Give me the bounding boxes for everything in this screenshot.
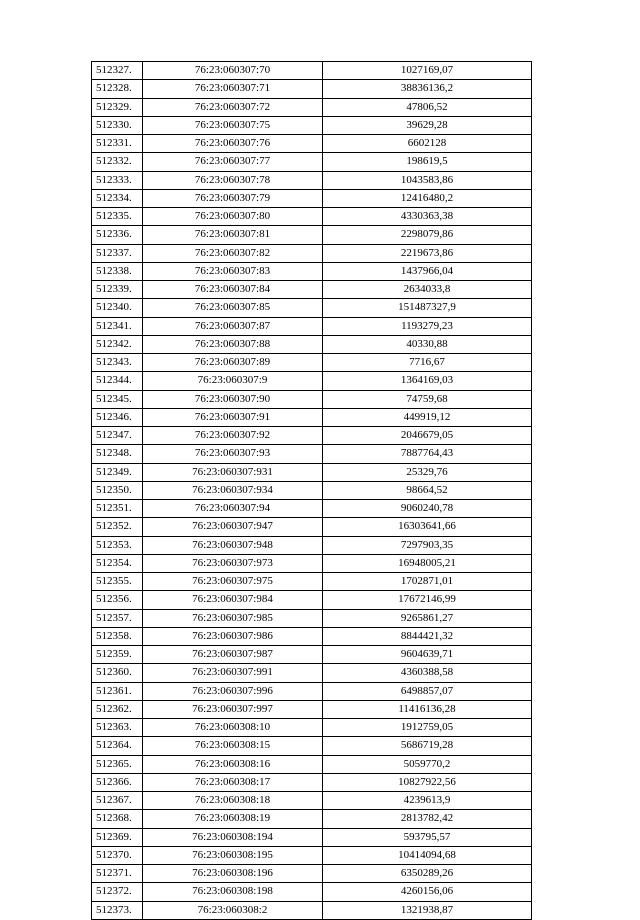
row-number-cell: 512346. xyxy=(92,408,143,426)
table-row xyxy=(92,846,532,864)
cadastral-number-cell: 76:23:060307:986 xyxy=(143,627,323,645)
value-cell: 25329,76 xyxy=(323,463,532,481)
cadastral-number-cell: 76:23:060307:70 xyxy=(143,62,323,80)
table-row xyxy=(92,135,532,153)
value-cell: 17672146,99 xyxy=(323,591,532,609)
row-number-cell: 512348. xyxy=(92,445,143,463)
value-cell: 1364169,03 xyxy=(323,372,532,390)
table-row xyxy=(92,116,532,134)
value-cell: 198619,5 xyxy=(323,153,532,171)
row-number-cell: 512336. xyxy=(92,226,143,244)
row-number-cell: 512357. xyxy=(92,609,143,627)
table-row xyxy=(92,62,532,80)
table-row xyxy=(92,445,532,463)
value-cell: 4360388,58 xyxy=(323,664,532,682)
value-cell: 38836136,2 xyxy=(323,80,532,98)
row-number-cell: 512335. xyxy=(92,208,143,226)
cadastral-number-cell: 76:23:060307:948 xyxy=(143,536,323,554)
cadastral-number-cell: 76:23:060307:75 xyxy=(143,116,323,134)
table-row xyxy=(92,299,532,317)
value-cell: 2298079,86 xyxy=(323,226,532,244)
row-number-cell: 512366. xyxy=(92,773,143,791)
value-cell: 16948005,21 xyxy=(323,554,532,572)
table-row xyxy=(92,262,532,280)
row-number-cell: 512350. xyxy=(92,481,143,499)
table-row xyxy=(92,609,532,627)
table-row xyxy=(92,408,532,426)
value-cell: 16303641,66 xyxy=(323,518,532,536)
table-row xyxy=(92,536,532,554)
value-cell: 4330363,38 xyxy=(323,208,532,226)
cadastral-number-cell: 76:23:060307:985 xyxy=(143,609,323,627)
value-cell: 10414094,68 xyxy=(323,846,532,864)
cadastral-number-cell: 76:23:060307:991 xyxy=(143,664,323,682)
row-number-cell: 512339. xyxy=(92,281,143,299)
value-cell: 7297903,35 xyxy=(323,536,532,554)
table-row xyxy=(92,500,532,518)
value-cell: 8844421,32 xyxy=(323,627,532,645)
table-row xyxy=(92,354,532,372)
table-row xyxy=(92,737,532,755)
row-number-cell: 512340. xyxy=(92,299,143,317)
cadastral-number-cell: 76:23:060307:931 xyxy=(143,463,323,481)
cadastral-number-cell: 76:23:060307:984 xyxy=(143,591,323,609)
row-number-cell: 512360. xyxy=(92,664,143,682)
table-row xyxy=(92,883,532,901)
row-number-cell: 512373. xyxy=(92,901,143,919)
cadastral-number-cell: 76:23:060307:78 xyxy=(143,171,323,189)
cadastral-number-cell: 76:23:060307:89 xyxy=(143,354,323,372)
cadastral-number-cell: 76:23:060307:76 xyxy=(143,135,323,153)
table-row xyxy=(92,700,532,718)
value-cell: 6498857,07 xyxy=(323,682,532,700)
table-row xyxy=(92,554,532,572)
row-number-cell: 512341. xyxy=(92,317,143,335)
table-row xyxy=(92,98,532,116)
row-number-cell: 512329. xyxy=(92,98,143,116)
value-cell: 12416480,2 xyxy=(323,189,532,207)
table-row xyxy=(92,390,532,408)
row-number-cell: 512330. xyxy=(92,116,143,134)
cadastral-number-cell: 76:23:060308:10 xyxy=(143,719,323,737)
value-cell: 2813782,42 xyxy=(323,810,532,828)
value-cell: 9604639,71 xyxy=(323,646,532,664)
cadastral-number-cell: 76:23:060307:947 xyxy=(143,518,323,536)
row-number-cell: 512358. xyxy=(92,627,143,645)
row-number-cell: 512367. xyxy=(92,792,143,810)
value-cell: 10827922,56 xyxy=(323,773,532,791)
value-cell: 1321938,87 xyxy=(323,901,532,919)
row-number-cell: 512363. xyxy=(92,719,143,737)
cadastral-number-cell: 76:23:060307:996 xyxy=(143,682,323,700)
row-number-cell: 512334. xyxy=(92,189,143,207)
table-row xyxy=(92,810,532,828)
cadastral-number-cell: 76:23:060308:16 xyxy=(143,755,323,773)
table-row xyxy=(92,627,532,645)
table-row xyxy=(92,646,532,664)
cadastral-number-cell: 76:23:060307:85 xyxy=(143,299,323,317)
cadastral-number-cell: 76:23:060307:9 xyxy=(143,372,323,390)
row-number-cell: 512353. xyxy=(92,536,143,554)
row-number-cell: 512361. xyxy=(92,682,143,700)
table-row xyxy=(92,189,532,207)
table-row xyxy=(92,171,532,189)
value-cell: 1043583,86 xyxy=(323,171,532,189)
document-page xyxy=(91,61,531,920)
value-cell: 4239613,9 xyxy=(323,792,532,810)
value-cell: 40330,88 xyxy=(323,335,532,353)
table-row xyxy=(92,573,532,591)
cadastral-number-cell: 76:23:060307:90 xyxy=(143,390,323,408)
table-row xyxy=(92,591,532,609)
row-number-cell: 512368. xyxy=(92,810,143,828)
cadastral-number-cell: 76:23:060307:94 xyxy=(143,500,323,518)
value-cell: 47806,52 xyxy=(323,98,532,116)
value-cell: 593795,57 xyxy=(323,828,532,846)
table-row xyxy=(92,244,532,262)
row-number-cell: 512352. xyxy=(92,518,143,536)
row-number-cell: 512327. xyxy=(92,62,143,80)
cadastral-number-cell: 76:23:060307:92 xyxy=(143,427,323,445)
cadastral-number-cell: 76:23:060307:72 xyxy=(143,98,323,116)
row-number-cell: 512343. xyxy=(92,354,143,372)
table-row xyxy=(92,80,532,98)
cadastral-number-cell: 76:23:060307:997 xyxy=(143,700,323,718)
table-row xyxy=(92,755,532,773)
cadastral-value-table xyxy=(91,61,532,920)
cadastral-number-cell: 76:23:060307:973 xyxy=(143,554,323,572)
table-row xyxy=(92,372,532,390)
cadastral-number-cell: 76:23:060308:18 xyxy=(143,792,323,810)
value-cell: 5686719,28 xyxy=(323,737,532,755)
row-number-cell: 512349. xyxy=(92,463,143,481)
table-row xyxy=(92,281,532,299)
table-row xyxy=(92,828,532,846)
cadastral-number-cell: 76:23:060307:81 xyxy=(143,226,323,244)
table-row xyxy=(92,481,532,499)
cadastral-number-cell: 76:23:060307:80 xyxy=(143,208,323,226)
value-cell: 39629,28 xyxy=(323,116,532,134)
row-number-cell: 512355. xyxy=(92,573,143,591)
table-row xyxy=(92,335,532,353)
row-number-cell: 512347. xyxy=(92,427,143,445)
value-cell: 2634033,8 xyxy=(323,281,532,299)
row-number-cell: 512362. xyxy=(92,700,143,718)
value-cell: 2046679,05 xyxy=(323,427,532,445)
cadastral-number-cell: 76:23:060308:195 xyxy=(143,846,323,864)
value-cell: 5059770,2 xyxy=(323,755,532,773)
row-number-cell: 512338. xyxy=(92,262,143,280)
value-cell: 98664,52 xyxy=(323,481,532,499)
row-number-cell: 512331. xyxy=(92,135,143,153)
cadastral-number-cell: 76:23:060307:82 xyxy=(143,244,323,262)
value-cell: 9060240,78 xyxy=(323,500,532,518)
table-row xyxy=(92,773,532,791)
table-row xyxy=(92,463,532,481)
row-number-cell: 512342. xyxy=(92,335,143,353)
value-cell: 1912759,05 xyxy=(323,719,532,737)
table-body xyxy=(92,62,532,920)
cadastral-number-cell: 76:23:060308:194 xyxy=(143,828,323,846)
table-row xyxy=(92,792,532,810)
cadastral-number-cell: 76:23:060307:84 xyxy=(143,281,323,299)
value-cell: 2219673,86 xyxy=(323,244,532,262)
row-number-cell: 512365. xyxy=(92,755,143,773)
table-row xyxy=(92,664,532,682)
value-cell: 9265861,27 xyxy=(323,609,532,627)
row-number-cell: 512337. xyxy=(92,244,143,262)
cadastral-number-cell: 76:23:060307:91 xyxy=(143,408,323,426)
row-number-cell: 512359. xyxy=(92,646,143,664)
row-number-cell: 512354. xyxy=(92,554,143,572)
value-cell: 6350289,26 xyxy=(323,865,532,883)
cadastral-number-cell: 76:23:060307:934 xyxy=(143,481,323,499)
cadastral-number-cell: 76:23:060307:87 xyxy=(143,317,323,335)
row-number-cell: 512332. xyxy=(92,153,143,171)
value-cell: 11416136,28 xyxy=(323,700,532,718)
value-cell: 1437966,04 xyxy=(323,262,532,280)
cadastral-number-cell: 76:23:060307:93 xyxy=(143,445,323,463)
value-cell: 1027169,07 xyxy=(323,62,532,80)
cadastral-number-cell: 76:23:060308:2 xyxy=(143,901,323,919)
row-number-cell: 512333. xyxy=(92,171,143,189)
table-row xyxy=(92,518,532,536)
value-cell: 6602128 xyxy=(323,135,532,153)
cadastral-number-cell: 76:23:060307:77 xyxy=(143,153,323,171)
cadastral-number-cell: 76:23:060307:83 xyxy=(143,262,323,280)
cadastral-number-cell: 76:23:060308:17 xyxy=(143,773,323,791)
cadastral-number-cell: 76:23:060307:79 xyxy=(143,189,323,207)
row-number-cell: 512371. xyxy=(92,865,143,883)
value-cell: 151487327,9 xyxy=(323,299,532,317)
row-number-cell: 512344. xyxy=(92,372,143,390)
value-cell: 4260156,06 xyxy=(323,883,532,901)
cadastral-number-cell: 76:23:060308:15 xyxy=(143,737,323,755)
row-number-cell: 512364. xyxy=(92,737,143,755)
cadastral-number-cell: 76:23:060308:196 xyxy=(143,865,323,883)
value-cell: 7716,67 xyxy=(323,354,532,372)
value-cell: 1193279,23 xyxy=(323,317,532,335)
value-cell: 7887764,43 xyxy=(323,445,532,463)
row-number-cell: 512372. xyxy=(92,883,143,901)
table-row xyxy=(92,226,532,244)
value-cell: 74759,68 xyxy=(323,390,532,408)
table-row xyxy=(92,865,532,883)
table-row xyxy=(92,208,532,226)
row-number-cell: 512356. xyxy=(92,591,143,609)
value-cell: 1702871,01 xyxy=(323,573,532,591)
cadastral-number-cell: 76:23:060307:987 xyxy=(143,646,323,664)
row-number-cell: 512369. xyxy=(92,828,143,846)
cadastral-number-cell: 76:23:060307:975 xyxy=(143,573,323,591)
table-row xyxy=(92,682,532,700)
row-number-cell: 512370. xyxy=(92,846,143,864)
row-number-cell: 512345. xyxy=(92,390,143,408)
cadastral-number-cell: 76:23:060308:19 xyxy=(143,810,323,828)
cadastral-number-cell: 76:23:060308:198 xyxy=(143,883,323,901)
table-row xyxy=(92,317,532,335)
table-row xyxy=(92,719,532,737)
row-number-cell: 512351. xyxy=(92,500,143,518)
row-number-cell: 512328. xyxy=(92,80,143,98)
table-row xyxy=(92,427,532,445)
cadastral-number-cell: 76:23:060307:71 xyxy=(143,80,323,98)
cadastral-number-cell: 76:23:060307:88 xyxy=(143,335,323,353)
table-row xyxy=(92,153,532,171)
value-cell: 449919,12 xyxy=(323,408,532,426)
table-row xyxy=(92,901,532,919)
